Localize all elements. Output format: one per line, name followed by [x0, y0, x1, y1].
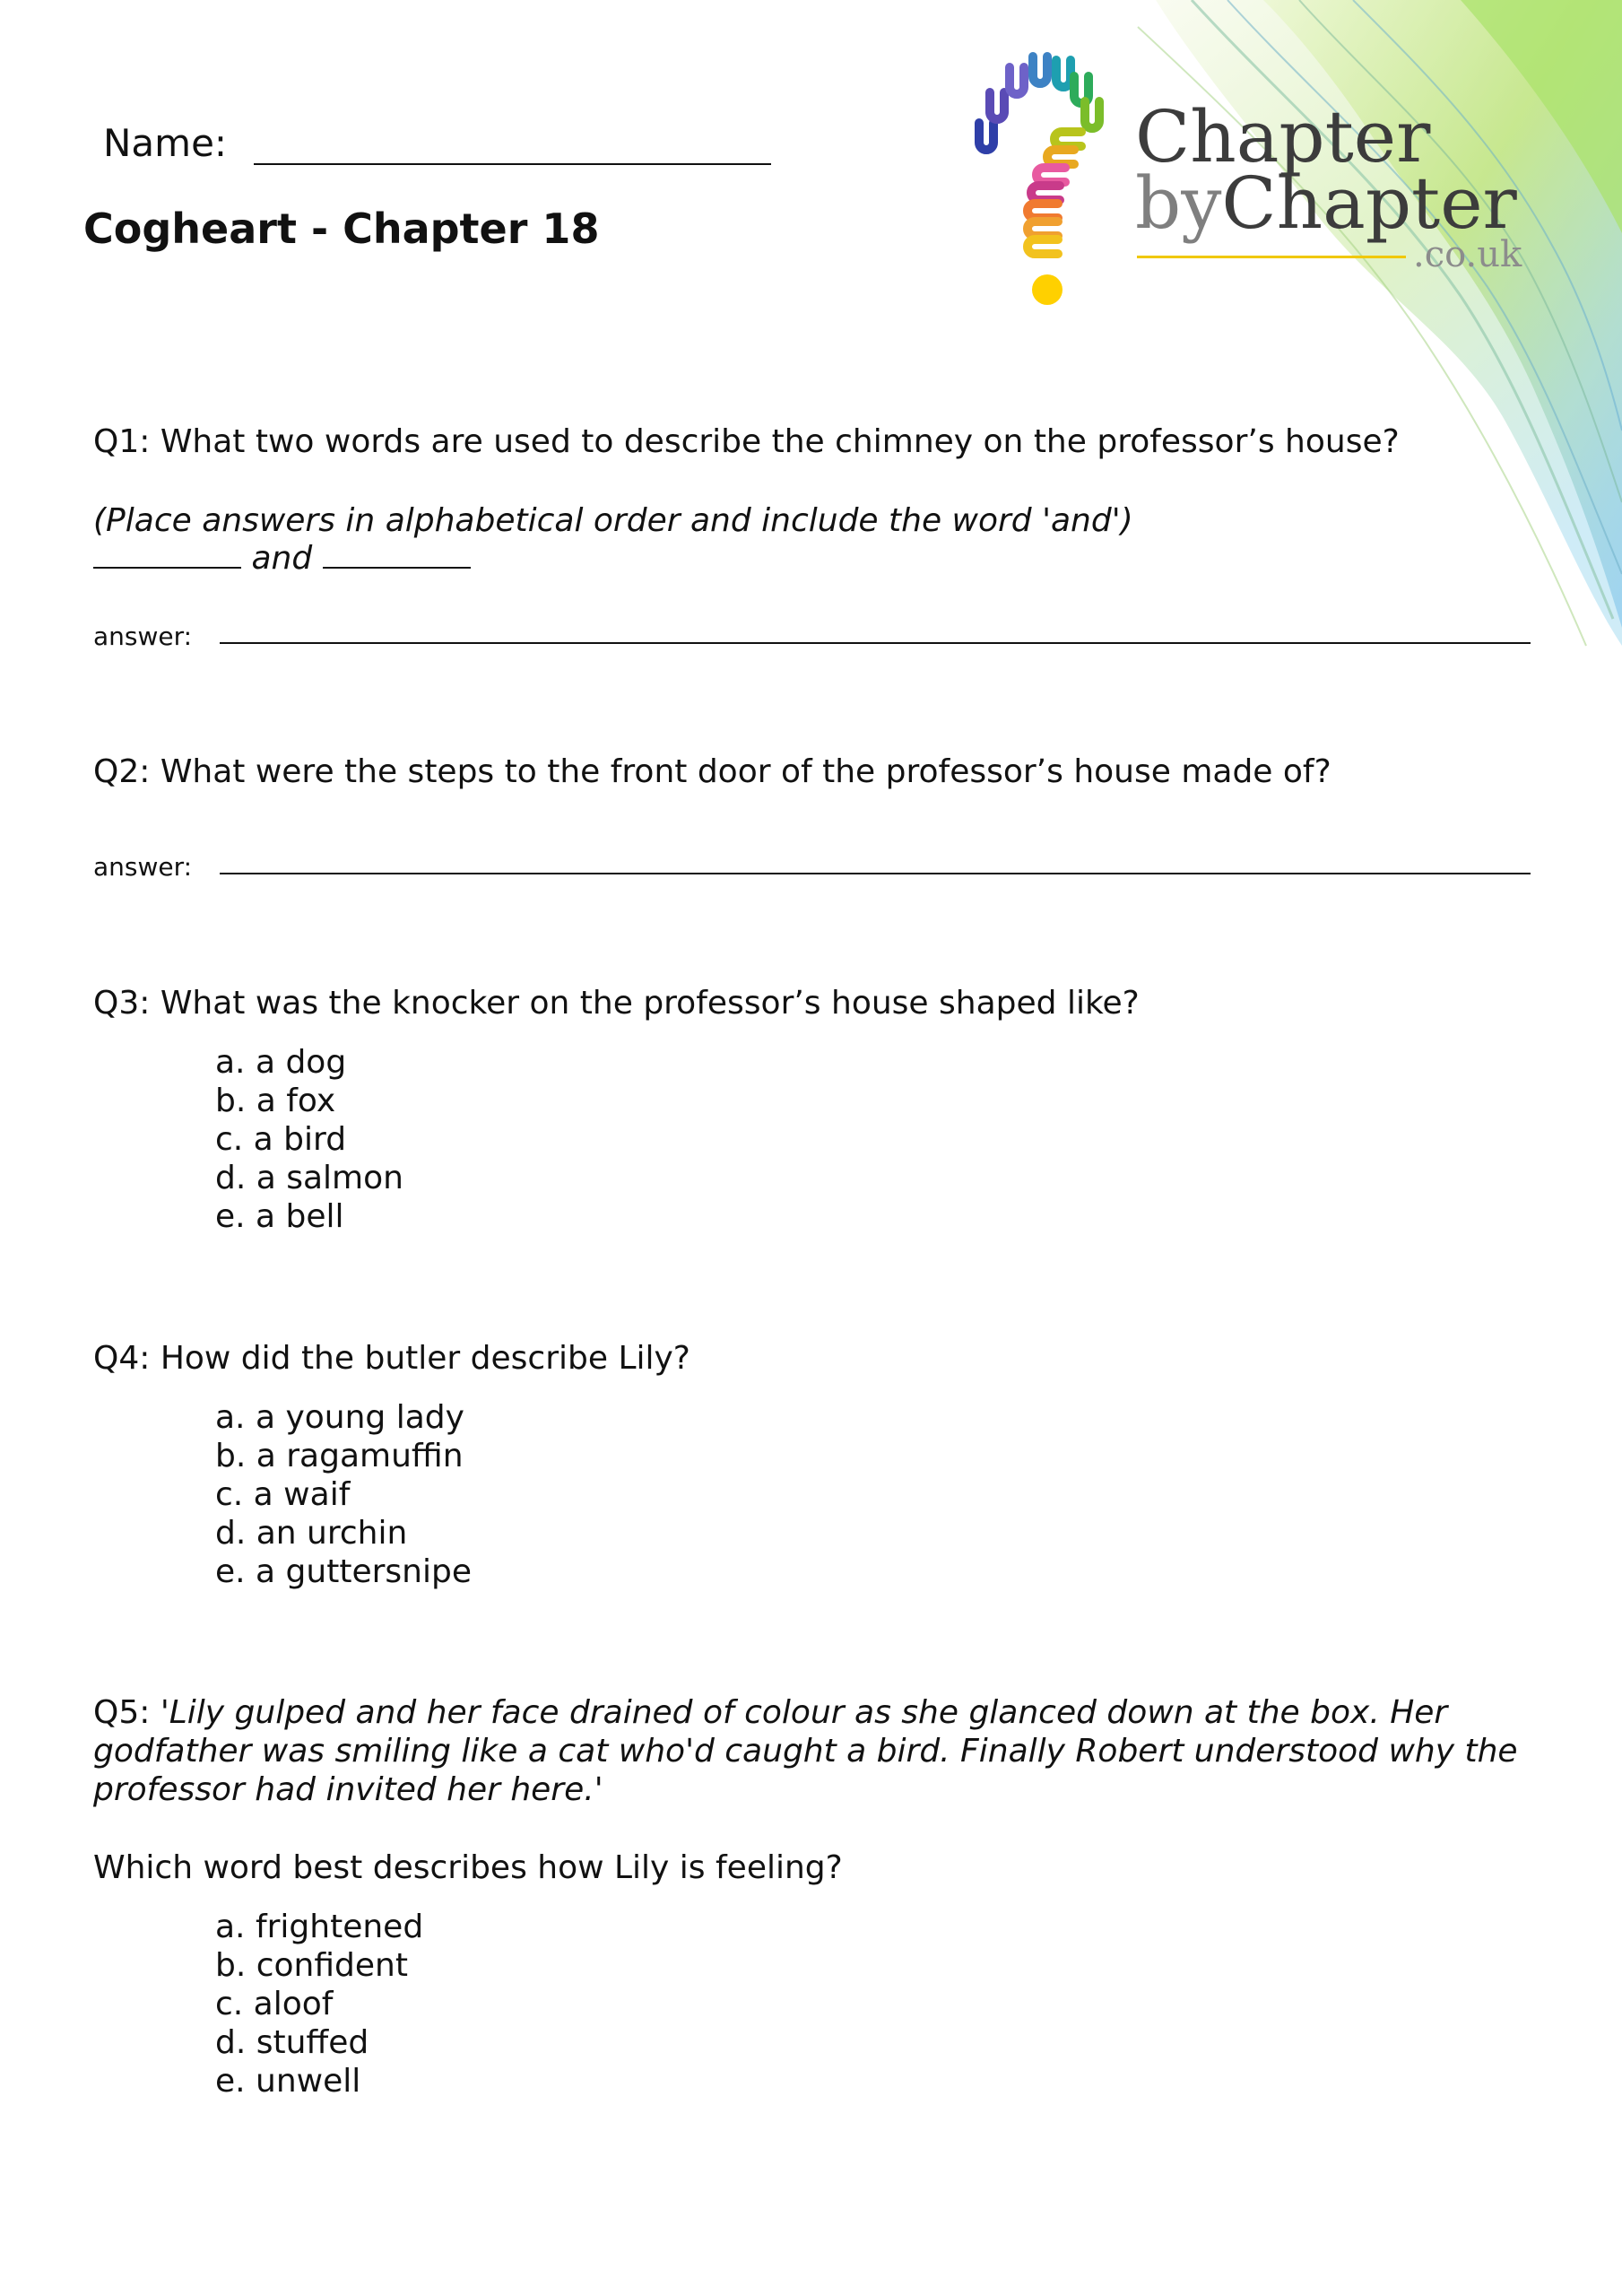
q1-and-word: and: [251, 540, 313, 577]
worksheet-title: Cogheart - Chapter 18: [83, 204, 600, 253]
q4-option-c[interactable]: c. a waif: [215, 1476, 351, 1513]
q4-option-b[interactable]: b. a ragamuffin: [215, 1438, 464, 1474]
q3-option-d[interactable]: d. a salmon: [215, 1160, 403, 1196]
q1-question: Q1: What two words are used to describe the chimney on the professor’s house?: [93, 423, 1400, 460]
q5-option-e[interactable]: e. unwell: [215, 2063, 361, 2100]
q3-option-a[interactable]: a. a dog: [215, 1044, 347, 1081]
q5-passage: [93, 1693, 1564, 1809]
q5-option-a[interactable]: a. frightened: [215, 1909, 424, 1945]
q4-option-e[interactable]: e. a guttersnipe: [215, 1553, 472, 1590]
q4-option-d[interactable]: d. an urchin: [215, 1515, 408, 1552]
logo-word-chapter-2: Chapter: [1221, 161, 1517, 245]
chapter-by-chapter-logo: [959, 49, 1551, 318]
q5-option-c[interactable]: c. aloof: [215, 1986, 334, 2022]
q1-answer-format: [93, 540, 471, 577]
q3-option-b[interactable]: b. a fox: [215, 1083, 336, 1119]
q5-options: [215, 1908, 423, 2100]
q2-question: Q2: What were the steps to the front door of the professor’s house made of?: [93, 753, 1331, 790]
name-label: Name:: [103, 121, 228, 165]
logo-domain: .co.uk: [1413, 234, 1522, 275]
q5-quote: 'Lily gulped and her face drained of colour as she glanced down at the box. Her godfather was smiling like a cat who'd caught a bird. Finally Robert understood why the professor had invited her here.': [93, 1694, 1518, 1808]
logo-word-bychapter: [1135, 161, 1517, 245]
q4-question: Q4: How did the butler describe Lily?: [93, 1340, 690, 1377]
q3-option-e[interactable]: e. a bell: [215, 1198, 344, 1235]
q3-options: [215, 1043, 403, 1236]
q5-question: Which word best describes how Lily is feeling?: [93, 1849, 843, 1886]
q4-options: [215, 1398, 472, 1591]
q1-answer-line[interactable]: [220, 642, 1531, 644]
q2-answer-line[interactable]: [220, 873, 1531, 874]
q5-label: Q5:: [93, 1694, 151, 1731]
q1-answer-label: answer:: [93, 622, 193, 651]
q1-instructions: (Place answers in alphabetical order and include the word 'and'): [93, 502, 1133, 539]
q5-option-b[interactable]: b. confident: [215, 1947, 408, 1984]
logo-underline: [1137, 256, 1406, 258]
q1-blank-2: [323, 540, 471, 569]
name-input-line[interactable]: [254, 163, 771, 165]
logo-word-chapter: Chapter: [1135, 95, 1431, 178]
q4-option-a[interactable]: a. a young lady: [215, 1399, 464, 1436]
q1-blank-1: [93, 540, 241, 569]
question-mark-books-icon: [959, 49, 1139, 318]
q3-option-c[interactable]: c. a bird: [215, 1121, 347, 1158]
q5-option-d[interactable]: d. stuffed: [215, 2024, 369, 2061]
q3-question: Q3: What was the knocker on the professor’s house shaped like?: [93, 985, 1140, 1022]
logo-word-by: by: [1135, 161, 1222, 245]
q2-answer-label: answer:: [93, 852, 193, 882]
